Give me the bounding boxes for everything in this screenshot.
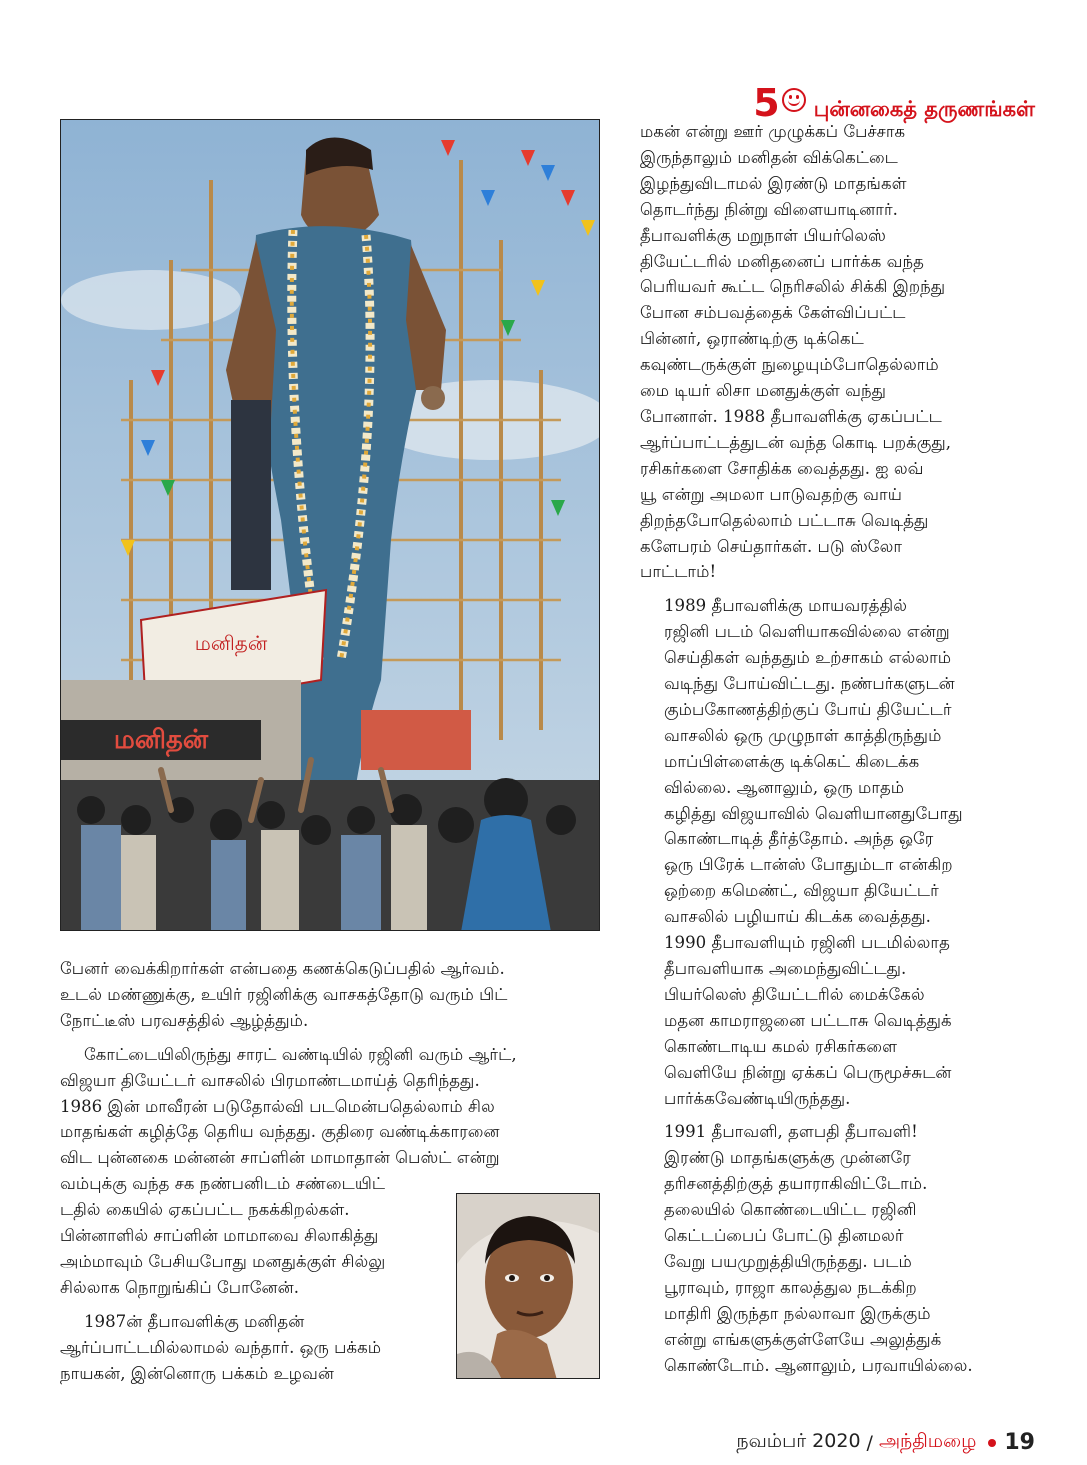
shop-sign-text: மனிதன் (113, 725, 209, 755)
text-line: விஜயா தியேட்டர் வாசலில் பிரமாண்டமாய்த் தெரிந்தது. (60, 1070, 480, 1090)
text-line: தரிசனத்திற்குத் தயாராகிவிட்டோம். (664, 1174, 928, 1194)
text-line: வில்லை. ஆனாலும், ஒரு மாதம் (664, 777, 905, 797)
text-line: உடல் மண்ணுக்கு, உயிர் ரஜினிக்கு வாசகத்தோடு வரும் பிட் (60, 984, 508, 1004)
text-line: போன சம்பவத்தைக் கேள்விப்பட்ட (640, 303, 906, 323)
text-line: தீபாவளிக்கு மறுநாள் பியர்லெஸ் (640, 225, 886, 245)
text-line: 1986 இன் மாவீரன் படுதோல்வி படமென்பதெல்லாம் சில (60, 1096, 495, 1116)
text-line: வாசலில் ஒரு முழுநாள் காத்திருந்தும் (664, 725, 942, 745)
smiley-icon (782, 88, 806, 112)
text-line: கும்பகோணத்திற்குப் போய் தியேட்டர் (664, 699, 952, 719)
text-line: பூராவும், ராஜா காலத்துல நடக்கிற (664, 1277, 917, 1297)
text-line: மாப்பிள்ளைக்கு டிக்கெட் கிடைக்க (664, 751, 920, 771)
text-line: நாயகன், இன்னொரு பக்கம் உழவன் (60, 1363, 334, 1383)
text-line: 1990 தீபாவளியும் ரஜினி படமில்லாத (664, 933, 950, 953)
text-line: கொண்டாடித் தீர்த்தோம். அந்த ஒரே (664, 829, 934, 849)
text-line: களேபரம் செய்தார்கள். படு ஸ்லோ (640, 536, 903, 556)
text-line: வம்புக்கு வந்த சக நண்பனிடம் சண்டையிட் (60, 1174, 386, 1194)
portrait-illustration (457, 1194, 600, 1379)
text-line: செய்திகள் வந்ததும் உற்சாகம் எல்லாம் (664, 648, 952, 668)
text-line: மதன காமராஜனை பட்டாசு வெடித்துக் (664, 1010, 952, 1030)
text-line: இருந்தாலும் மனிதன் விக்கெட்டை (640, 147, 898, 167)
page-footer (736, 1430, 1035, 1455)
section-header (753, 81, 1035, 125)
text-line: மகன் என்று ஊர் முழுக்கப் பேச்சாக (640, 122, 906, 141)
text-line: தீபாவளியாக அமைந்துவிட்டது. (664, 959, 907, 978)
text-line: யூ என்று அமலா பாடுவதற்கு வாய் (640, 484, 902, 504)
text-line: பாட்டாம்! (640, 562, 717, 582)
text-line: மாதங்கள் கழித்தே தெரிய வந்தது. குதிரை வண்டிக்காரனை (60, 1122, 500, 1142)
paragraph (640, 1119, 1040, 1378)
text-line: வாசலில் பழியாய் கிடக்க வைத்தது. (664, 907, 931, 927)
text-line: திறந்தபோதெல்லாம் பட்டாசு வெடித்து (640, 510, 929, 530)
section-title: புன்னகைத் தருணங்கள் (813, 97, 1035, 121)
right-column-text (640, 119, 1040, 1379)
text-line: பின்னர், ஒராண்டிற்கு டிக்கெட் (640, 329, 864, 349)
text-line: ரஜினி படம் வெளியாகவில்லை என்று (664, 622, 950, 642)
text-line: 1989 தீபாவளிக்கு மாயவரத்தில் (664, 596, 907, 616)
main-photo (60, 119, 600, 931)
text-line: ரசிகர்களை சோதிக்க வைத்தது. ஐ லவ் (640, 458, 924, 478)
text-line: வெளியே நின்று ஏக்கப் பெருமூச்சுடன் (664, 1062, 952, 1082)
text-line: இழந்துவிடாமல் இரண்டு மாதங்கள் (640, 173, 907, 193)
text-line: 1991 தீபாவளி, தளபதி தீபாவளி! (664, 1122, 918, 1142)
text-line: நோட்டீஸ் பரவசத்தில் ஆழ்த்தும். (60, 1010, 309, 1030)
text-line: மாதிரி இருந்தா நல்லாவா இருக்கும் (664, 1303, 931, 1323)
text-line: கெட்டப்பைப் போட்டு தினமலர் (664, 1226, 904, 1246)
paragraph (60, 956, 600, 1034)
text-line: என்று எங்களுக்குள்ளேயே அலுத்துக் (664, 1329, 942, 1349)
text-line: பின்னாளில் சாப்ளின் மாமாவை சிலாகித்து (60, 1226, 379, 1246)
text-line: வேறு பயமுறுத்தியிருந்தது. படம் (664, 1251, 912, 1271)
text-line: அம்மாவும் பேசியபோது மனதுக்குள் சில்லு (60, 1251, 386, 1271)
section-number: 5 (753, 81, 780, 125)
text-line: பார்க்கவேண்டியிருந்தது. (664, 1088, 851, 1108)
paragraph (640, 593, 1040, 1111)
text-line: கொண்டாடிய கமல் ரசிகர்களை (664, 1036, 898, 1056)
text-line: இரண்டு மாதங்களுக்கு முன்னரே (664, 1148, 911, 1168)
text-line: டதில் கையில் ஏகப்பட்ட நகக்கிறல்கள். (60, 1200, 350, 1220)
page-number: 19 (1004, 1430, 1035, 1455)
text-line: பேனர் வைக்கிறார்கள் என்பதை கணக்கெடுப்பதில் ஆர்வம். (60, 959, 505, 978)
text-line: ஆர்ப்பாட்டத்துடன் வந்த கொடி பறக்குது, (640, 432, 952, 452)
banner-text: மனிதன் (194, 631, 268, 655)
text-line: கொண்டோம். ஆனாலும், பரவாயில்லை. (664, 1355, 973, 1375)
author-portrait (456, 1193, 600, 1379)
issue-month: நவம்பர் 2020 (736, 1430, 861, 1452)
text-line: தொடர்ந்து நின்று விளையாடினார். (640, 199, 898, 219)
text-line: பியர்லெஸ் தியேட்டரில் மைக்கேல் (664, 984, 925, 1004)
text-line: ஒற்றை கமெண்ட், விஜயா தியேட்டர் (664, 881, 939, 901)
text-line: தலையில் கொண்டையிட்ட ரஜினி (664, 1200, 917, 1220)
text-line: விட புன்னகை மன்னன் சாப்ளின் மாமாதான் பெஸ்ட் என்று (60, 1148, 500, 1168)
bullet-icon (988, 1439, 996, 1447)
text-line: கோட்டையிலிருந்து சாரட் வண்டியில் ரஜினி வரும் ஆர்ட், (84, 1044, 517, 1064)
text-line: பெரியவர் கூட்ட நெரிசலில் சிக்கி இறந்து (640, 277, 946, 297)
cutout-poster-illustration (61, 120, 600, 931)
text-line: ஆர்ப்பாட்டமில்லாமல் வந்தார். ஒரு பக்கம் (60, 1337, 382, 1357)
text-line: தியேட்டரில் மனிதனைப் பார்க்க வந்த (640, 251, 924, 271)
text-line: போனாள். 1988 தீபாவளிக்கு ஏகப்பட்ட (640, 406, 942, 426)
paragraph (640, 119, 1040, 585)
text-line: 1987ன் தீபாவளிக்கு மனிதன் (84, 1311, 305, 1331)
text-line: சில்லாக நொறுங்கிப் போனேன். (60, 1277, 299, 1297)
text-line: வடிந்து போய்விட்டது. நண்பர்களுடன் (664, 674, 955, 694)
magazine-name: அந்திமழை (878, 1430, 977, 1452)
text-line: கழித்து விஜயாவில் வெளியானதுபோது (664, 803, 963, 823)
text-line: மை டியர் லிசா மனதுக்குள் வந்து (640, 381, 887, 401)
footer-separator: / (866, 1431, 873, 1454)
text-line: ஒரு பிரேக் டான்ஸ் போதும்டா என்கிற (664, 855, 953, 875)
text-line: கவுண்டருக்குள் நுழையும்போதெல்லாம் (640, 355, 939, 375)
